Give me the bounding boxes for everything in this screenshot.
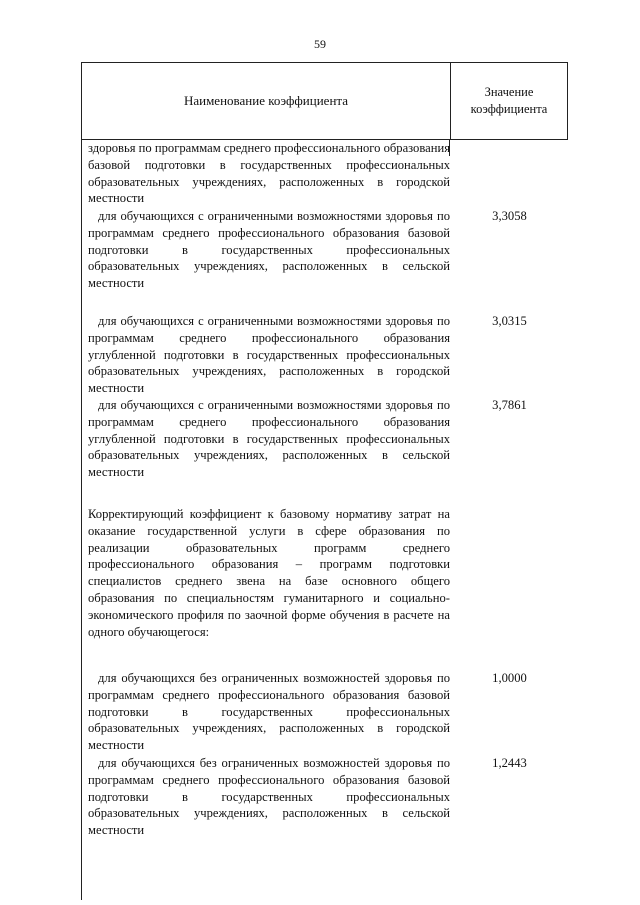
table-row: [88, 140, 450, 207]
row-text: здоровья по программам среднего профессионального образования базовой подготовки в государственных профессиональных образовательных учреждениях, расположенных в городской местности: [88, 141, 450, 206]
row-text: Корректирующий коэффициент к базовому нормативу затрат на оказание государственной услуги в сфере образования по реализации образовательных программ среднего профессионального образования – программ подготовки специалистов среднего звена на базе основного общего образования по специальностям гуманитарного и социально-экономического профиля по заочной форме обучения в расчете на одного обучающегося:: [88, 507, 450, 639]
row-value: 1,0000: [492, 671, 527, 685]
table-row: [88, 313, 450, 397]
row-text: для обучающихся с ограниченными возможностями здоровья по программам среднего профессионального образования углубленной подготовки в государственных профессиональных образовательных учреждениях, расположенных в сельской местности: [88, 398, 450, 480]
row-text: для обучающихся без ограниченных возможностей здоровья по программам среднего профессионального образования базовой подготовки в государственных профессиональных образовательных учреждениях, расположенных в городской местности: [88, 671, 450, 753]
coefficient-table: [81, 62, 568, 900]
header-value-line1: Значение: [484, 85, 534, 99]
table-row: [88, 755, 450, 839]
row-value: 1,2443: [492, 756, 527, 770]
table-row: [88, 670, 450, 754]
table-header: [81, 62, 568, 140]
row-value: 3,0315: [492, 314, 527, 328]
row-value: 3,7861: [492, 398, 527, 412]
row-text: для обучающихся с ограниченными возможностями здоровья по программам среднего профессионального образования углубленной подготовки в государственных профессиональных образовательных учреждениях, расположенных в городской местности: [88, 314, 450, 396]
table-row: [88, 506, 450, 640]
table-body: [81, 140, 569, 900]
table-row: [88, 397, 450, 481]
row-text: для обучающихся без ограниченных возможностей здоровья по программам среднего профессионального образования базовой подготовки в государственных профессиональных образовательных учреждениях, расположенных в сельской местности: [88, 756, 450, 838]
header-value-column: [451, 63, 567, 139]
header-name-column: Наименование коэффициента: [82, 63, 451, 139]
table-row: [88, 208, 450, 292]
row-text: для обучающихся с ограниченными возможностями здоровья по программам среднего профессионального образования базовой подготовки в государственных профессиональных образовательных учреждениях, расположенных в сельской местности: [88, 209, 450, 291]
header-value-line2: коэффициента: [470, 102, 548, 116]
page-number: 59: [314, 37, 326, 51]
row-value: 3,3058: [492, 209, 527, 223]
